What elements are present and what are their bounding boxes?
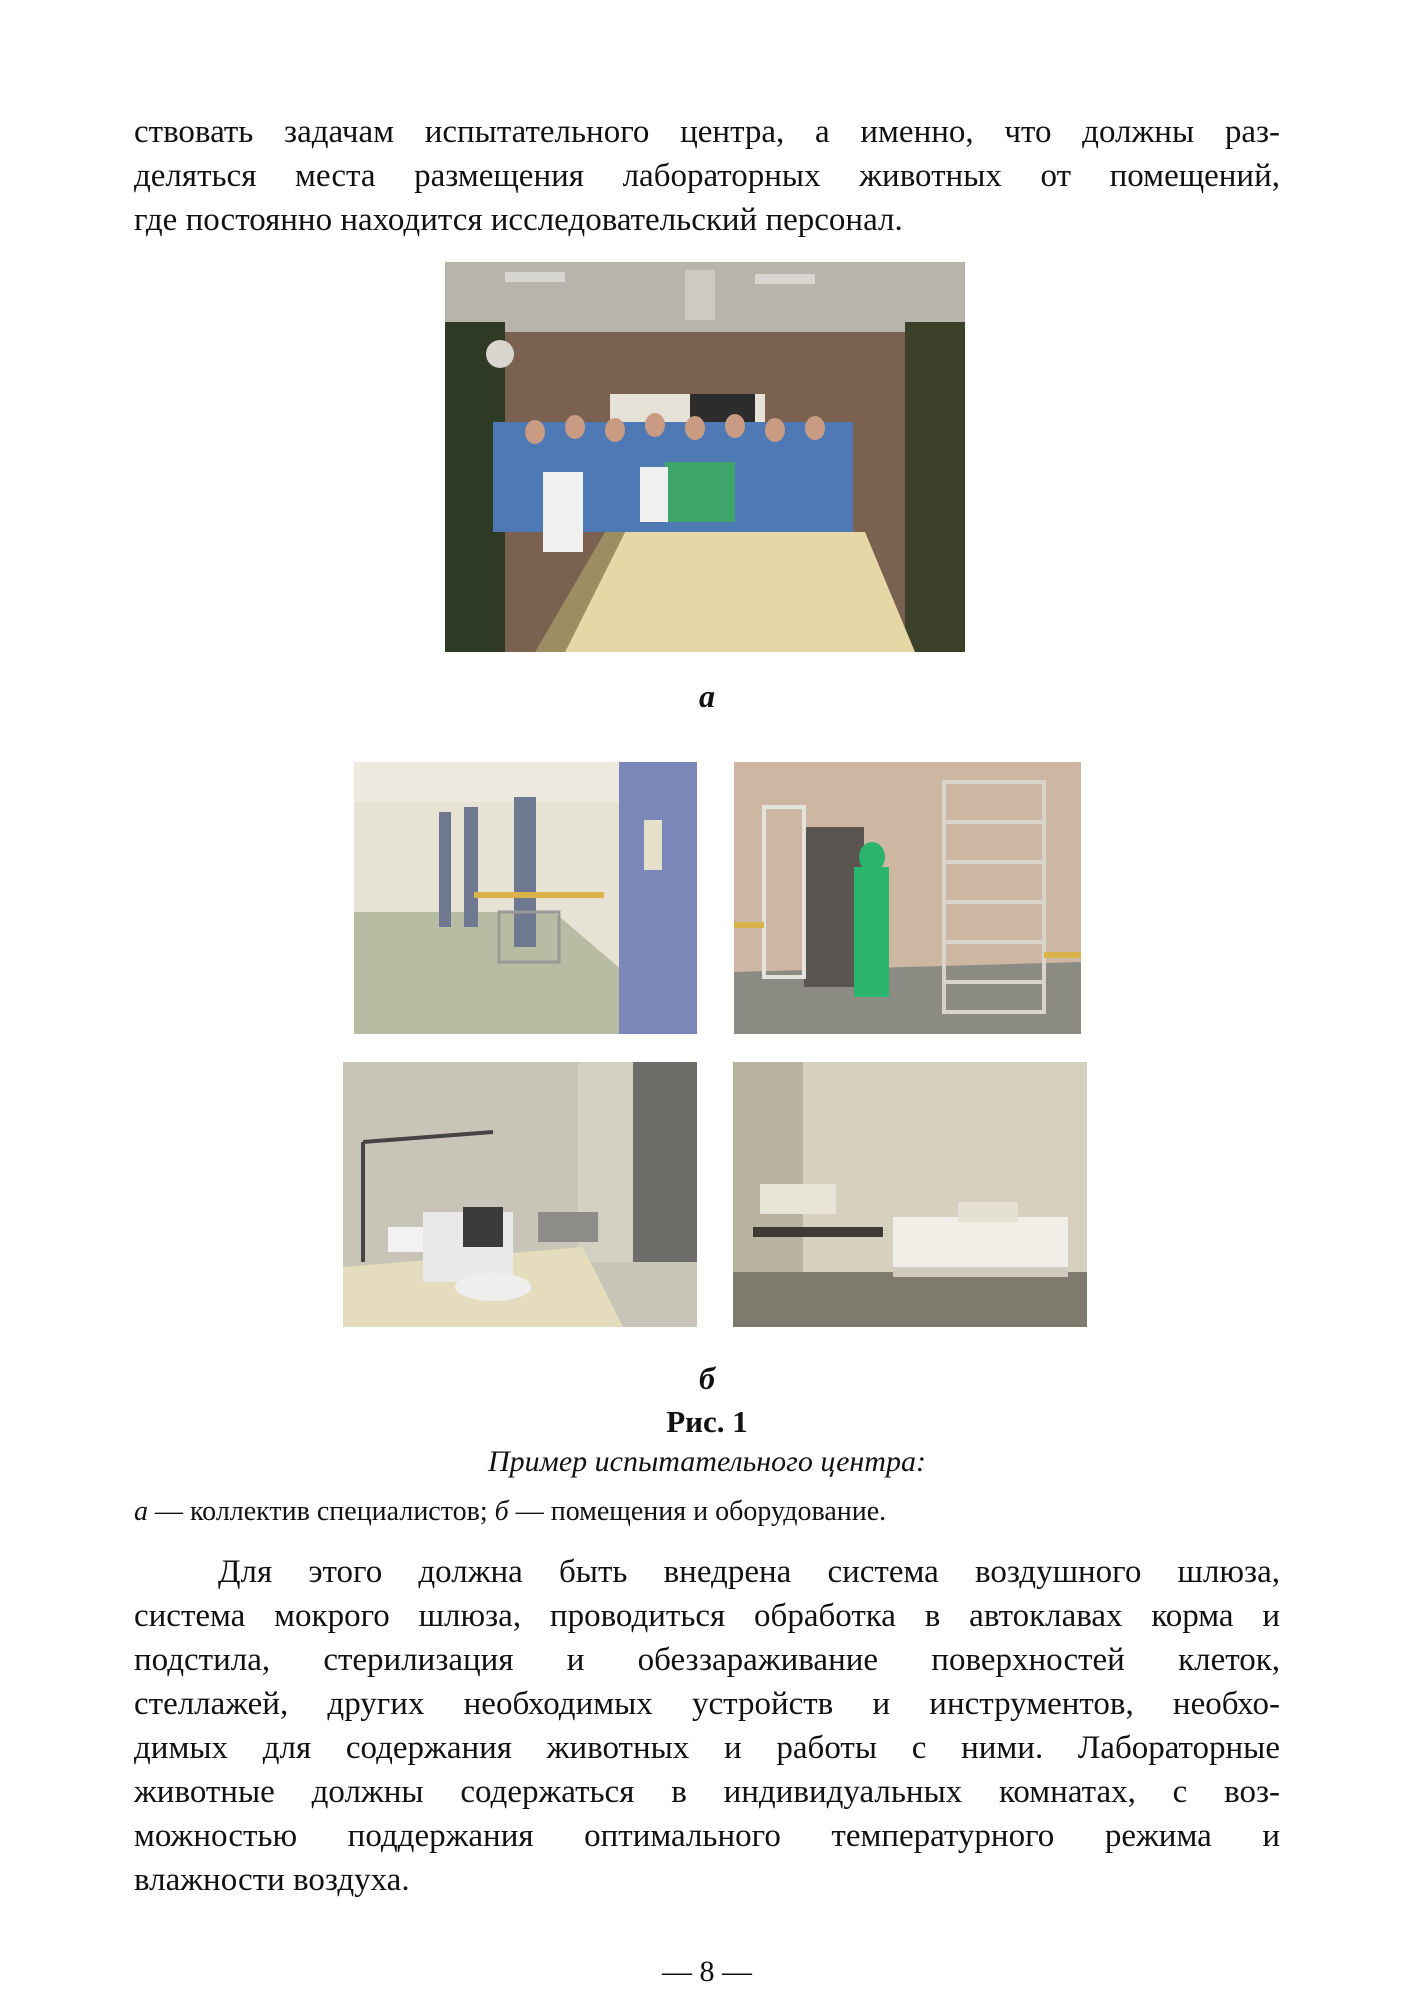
figure-title: Рис. 1 xyxy=(666,1404,748,1439)
photo-equipment-2 xyxy=(733,1062,1087,1327)
legend-text-b: — помещения и оборудование. xyxy=(508,1496,887,1527)
text-line: подстила, стерилизация и обеззараживание поверхностей клеток, xyxy=(134,1642,1280,1678)
figure-label-b: б xyxy=(699,1360,715,1396)
text-line: можностью поддержания оптимального температурного режима и xyxy=(134,1818,1280,1854)
text-line: животные должны содержаться в индивидуальных комнатах, с воз- xyxy=(134,1774,1280,1810)
photo-corridor xyxy=(354,762,697,1034)
text-line: Для этого должна быть внедрена система воздушного шлюза, xyxy=(218,1554,1280,1590)
legend-letter-b: б xyxy=(494,1496,509,1527)
text-line: димых для содержания животных и работы с ними. Лабораторные xyxy=(134,1730,1280,1766)
photo-equipment-1 xyxy=(343,1062,697,1327)
text-line: ствовать задачам испытательного центра, а именно, что должны раз- xyxy=(134,114,1280,150)
text-line: стеллажей, других необходимых устройств и инструментов, необхо- xyxy=(134,1686,1280,1722)
text-line: где постоянно находится исследовательский персонал. xyxy=(134,202,903,238)
page-number: — 8 — xyxy=(662,1955,752,1988)
figure-legend xyxy=(134,1496,886,1528)
text-line: деляться места размещения лабораторных животных от помещений, xyxy=(134,158,1280,194)
body-paragraph xyxy=(134,1550,1280,1902)
top-paragraph xyxy=(134,110,1280,242)
photo-rack-room xyxy=(734,762,1081,1034)
legend-letter-a: а xyxy=(134,1496,148,1527)
photo-team xyxy=(445,262,965,652)
legend-text-a: — коллектив специалистов; xyxy=(148,1496,495,1527)
figure-label-a: а xyxy=(699,678,715,714)
figure-subtitle: Пример испытательного центра: xyxy=(488,1445,926,1478)
text-line: влажности воздуха. xyxy=(134,1862,410,1898)
text-line: система мокрого шлюза, проводиться обработка в автоклавах корма и xyxy=(134,1598,1280,1634)
